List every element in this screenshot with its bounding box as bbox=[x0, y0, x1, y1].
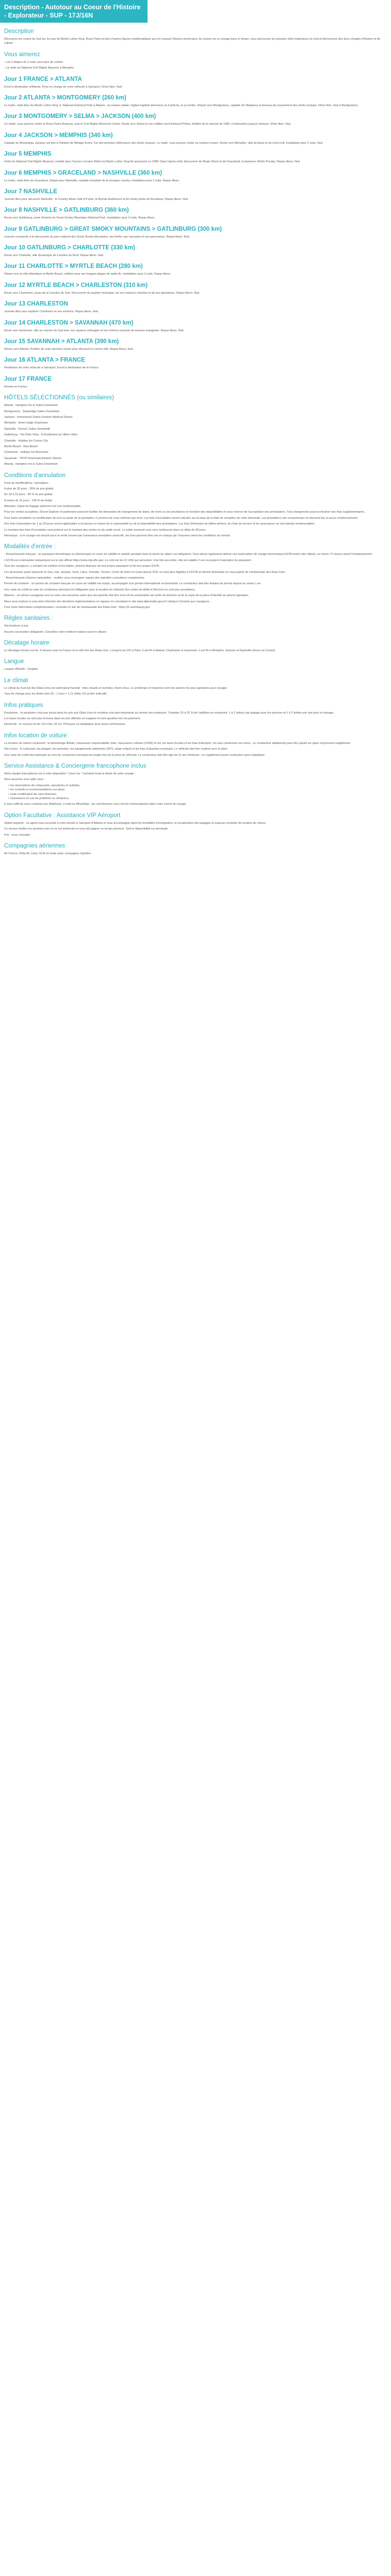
section-title: Service Assistance & Conciergerie francophone inclus bbox=[4, 763, 146, 769]
section-text: Nous pouvons vous aider pour : bbox=[4, 778, 45, 782]
section-text: Remarque : si le voyage est annulé pour un motif couvert par l'assurance annulation souscrite, les frais pourront être pris en charge par l'assureur selon les conditions du contrat. bbox=[4, 534, 231, 538]
day-title: Jour 3 MONTGOMERY > SELMA > JACKSON (400 km) bbox=[4, 113, 156, 120]
section-text: Montgomery : Staybridge Suites Downtown bbox=[4, 410, 60, 413]
section bbox=[4, 263, 387, 276]
section-text: Route vers Gatlinburg, porte d'entrée du Great Smoky Mountains National Park. Installation pour 2 nuits. Repas libres. bbox=[4, 216, 155, 220]
bullet-list bbox=[4, 784, 387, 801]
section-text: Mineurs : un mineur voyageant seul ou avec une personne autre que ses parents doit être muni d'une autorisation de sortie du territoire et de la copie de la pièce d'identité du parent signataire. bbox=[4, 594, 249, 598]
day-title: Jour 11 CHARLOTTE > MYRTLE BEACH (280 km) bbox=[4, 263, 143, 270]
day-title: Jour 12 MYRTLE BEACH > CHARLESTON (310 km) bbox=[4, 282, 148, 289]
section-text: Découvrez les routes du Sud sur les pas de Martin Luther King, Rosa Parks et bien d'autres figures emblématiques qui ont marqué l'histoire américaine. Au travers de ce voyage dans le temps, vous parcourrez les grandes villes historiques du Sud et découvrirez des lieux chargés d'histoire et de culture. bbox=[4, 38, 381, 45]
section-text: Nous vous invitons à vous tenir informés des dernières réglementations en vigueur en consultant le site www.diplomatie.gouv.fr rubrique Conseils aux voyageurs. bbox=[4, 600, 210, 603]
section-text: L'ESTA est à demander uniquement sur le site officiel https://esta.cbp.dhs.gov. Le coût est de 21 USD par personne. Une fois accordée, elle est valable 2 ans ou jusqu'à l'expiration du passeport. bbox=[4, 558, 252, 562]
itinerary-content bbox=[0, 28, 391, 856]
section-title: Infos location de voiture bbox=[4, 732, 67, 739]
section bbox=[4, 762, 387, 807]
section bbox=[4, 300, 387, 314]
day-title: Jour 13 CHARLESTON bbox=[4, 301, 68, 308]
section bbox=[4, 702, 387, 727]
section-text: Frais de modifications / annulation : bbox=[4, 481, 50, 485]
section bbox=[4, 732, 387, 757]
section-text: Ce service facilite vos premiers pas sur le sol américain et vous fait gagner un temps précieux. Tarif et disponibilité sur demande. bbox=[4, 827, 169, 831]
section bbox=[4, 658, 387, 671]
section-title: Vous aimerez bbox=[4, 51, 40, 58]
section bbox=[4, 113, 387, 126]
section-text: Non inclus : le carburant, les péages, les amendes, les équipements optionnels (GPS, siège enfant) et les frais d'abandon éventuels. Le véhicule doit être restitué avec le plein. bbox=[4, 748, 229, 751]
section-title: HÔTELS SÉLECTIONNÉS (ou similaires) bbox=[4, 395, 114, 401]
section-title: Règles sanitaires : bbox=[4, 615, 53, 622]
section-text: Le matin, visite libre de Graceland. Départ pour Nashville, capitale mondiale de la musique country. Installation pour 2 nuits. Repas libres. bbox=[4, 179, 180, 182]
section-text: Journée libre pour explorer Charleston et ses environs. Repas libres. Nuit. bbox=[4, 310, 99, 314]
section-text: Tous les voyageurs, y compris les enfants et les bébés, doivent disposer de leur propre passeport et de leur propre ESTA. bbox=[4, 565, 160, 568]
section bbox=[4, 76, 387, 89]
section bbox=[4, 188, 387, 201]
section-text: Myrtle Beach : Max Beach bbox=[4, 445, 38, 448]
section-text: Le climat du Sud-Est des États-Unis est subtropical humide : étés chauds et humides, hivers doux. Le printemps et l'automne sont les saisons les plus agréables pour voyager. bbox=[4, 686, 228, 690]
section-text: Prix : nous consulter. bbox=[4, 833, 31, 837]
section-text: - Ressortissants français : un passeport biométrique ou électronique en cours de validité et valable pendant toute la durée du séjour est obligatoire. Vous devez également obtenir une autorisation de voyage électronique ESTA avant votre départ, au moins 72 heures avant l'embarquement. bbox=[4, 553, 373, 556]
section-text: La location de voiture comprend : le kilométrage illimité, l'assurance responsabilité civile, l'assurance collision (CDW) et vol, les taxes locales et les frais d'aéroport. Un seul conducteur est inclus ; un conducteur additionnel peut être ajouté sur place moyennant supplément. bbox=[4, 741, 351, 745]
day-title: Jour 4 JACKSON > MEMPHIS (340 km) bbox=[4, 132, 113, 139]
section-text: Électricité : le courant est de 110 volts, 60 Hz. Prévoyez un adaptateur pour prises américaines. bbox=[4, 723, 126, 726]
section bbox=[4, 244, 387, 258]
section-text: Pour les ventes acceptées, l'Envol Explorer et partenaire pourront faciliter les demandes de changement de dates, de noms ou de prestations en fonction des disponibilités et sous réserve de l'acceptation des prestataires. Tout changement pourra entraîner des frais supplémentaires. bbox=[4, 511, 365, 514]
section-title: Description bbox=[4, 28, 34, 35]
section bbox=[4, 150, 387, 164]
section bbox=[4, 94, 387, 108]
section bbox=[4, 543, 387, 609]
section-text: De 30 à 15 jours : 85 % du prix global bbox=[4, 493, 53, 497]
section bbox=[4, 338, 387, 351]
section-text: Vaccinations à jour. bbox=[4, 624, 29, 628]
section-title: Le climat bbox=[4, 677, 28, 684]
day-title: Jour 10 GATLINBURG > CHARLOTTE (330 km) bbox=[4, 245, 135, 251]
section-text: Envol à destination d'Atlanta. Prise en charge de votre véhicule à l'aéroport. Dîner libre. Nuit. bbox=[4, 85, 123, 89]
day-title: Jour 7 NASHVILLE bbox=[4, 188, 57, 195]
day-title: Jour 15 SAVANNAH > ATLANTA (390 km) bbox=[4, 338, 119, 345]
section bbox=[4, 207, 387, 220]
section-text: Retour vers Atlanta. Profitez de votre dernière soirée pour découvrir le centre-ville. Repas libres. Nuit. bbox=[4, 348, 134, 351]
section-text: Air France, Delta Air Lines, KLM ou toute autre compagnie régulière. bbox=[4, 852, 92, 855]
section-text: Aucune vaccination obligatoire. Consultez votre médecin traitant avant le départ. bbox=[4, 630, 107, 634]
section bbox=[4, 132, 387, 145]
section-text: - Ressortissants d'autres nationalités : veuillez vous renseigner auprès des autorités consulaires compétentes. bbox=[4, 576, 145, 580]
section-text: Journée consacrée à la découverte du parc national des Great Smoky Mountains, ses forêts, ses cascades et ses panoramas. Repas libres. Nuit. bbox=[4, 235, 190, 239]
section-text: Nashville : Home2 Suites Vanderbilt bbox=[4, 427, 50, 431]
section-title: Conditions d'annulation bbox=[4, 472, 66, 479]
section-text: Pour toute information complémentaire, consultez le site de l'ambassade des États-Unis : https://fr.usembassy.gov. bbox=[4, 605, 151, 609]
section-text: Atlanta : Hampton Inn & Suites Downtown bbox=[4, 404, 58, 408]
section-title: Décalage horaire bbox=[4, 640, 50, 647]
section-text: Attention, l'ajout de bagage optionnel est non-remboursable. bbox=[4, 505, 82, 509]
section-title: Infos pratiques bbox=[4, 702, 43, 708]
section bbox=[4, 282, 387, 295]
section bbox=[4, 639, 387, 653]
section-text: Savannah : TRYP Downtown/Historic District bbox=[4, 456, 61, 460]
section-title: Compagnies aériennes bbox=[4, 842, 66, 849]
section-text: Memphis : Hotel Indigo Downtown bbox=[4, 421, 48, 425]
section-text: Notre équipe francophone est à votre disposition 7 jours sur 7 pendant toute la durée de votre voyage : bbox=[4, 772, 136, 775]
section-text: Des frais d'annulation de 1 au 20 jours seront applicables à la hausse en raison de la saisonnalité ou de la disponibilité des prestataires. Les frais d'émission de billets aériens, les frais de service et les assurances ne sont jamais remboursables. bbox=[4, 522, 315, 526]
section-text: - Les 3 étapes de 2 nuits, pour plus de confort bbox=[4, 60, 63, 64]
section-title: Langue bbox=[4, 658, 24, 665]
section bbox=[4, 226, 387, 239]
section-text: Une carte de crédit internationale au nom du conducteur principal est exigée lors de la prise du véhicule. Le conducteur doit être âgé de 21 ans minimum ; un supplément jeune conducteur peut s'appliquer. bbox=[4, 753, 266, 757]
day-title: Jour 8 NASHVILLE > GATLINBURG (360 km) bbox=[4, 207, 129, 214]
section-text: Le montant des frais d'annulation sera prélevé sur le montant des arrhes ou du solde versé. Le solde éventuel vous sera remboursé dans un délai de 30 jours. bbox=[4, 528, 206, 532]
section-text: - La visite du National Civil Rights Museum à Memphis bbox=[4, 66, 74, 70]
section bbox=[4, 394, 387, 466]
section-text: Charleston : Holiday Inn Riverview bbox=[4, 451, 48, 454]
section-text: Restitution de votre véhicule à l'aéroport. Envol à destination de la France. bbox=[4, 366, 100, 370]
day-title: Jour 17 FRANCE bbox=[4, 376, 52, 382]
section-text: Pour toute annulation ou modification de tout ou partie de la prestation, il convient de nous informer par écrit. Les frais d'annulation seront calculés sur la base de la date de réception de votre demande. Les prestations non consommées ne donnent lieu à aucun remboursement. bbox=[4, 516, 359, 520]
section-text: Taux de change pour les États-Unis (€) : 1 euro = 1,11 dollar US (à titre indicatif). bbox=[4, 692, 107, 696]
section-text: Jackson : Homewood Suites Fondren Medical District bbox=[4, 415, 73, 419]
page-title: Description - Autotour au Coeur de l'Histoire - Explorateur - SUP - 17J/16N bbox=[0, 0, 148, 23]
section bbox=[4, 812, 387, 837]
section-text: Le matin, visite libre du Martin Luther King Jr. National Historical Park à Atlanta : sa maison natale, l'église baptiste Ebenezer où il prêcha, et sa tombe. Départ vers Montgomery, capitale de l'Alabama et berceau du mouvement des droits civiques. Dîner libre. Nuit à Montgomery. bbox=[4, 104, 359, 107]
section-title: Option Facultative : Assistance VIP Aéroport bbox=[4, 812, 121, 819]
section bbox=[4, 842, 387, 856]
section-text: Il vous suffit de nous contacter par téléphone, e-mail ou WhatsApp ; les coordonnées vous seront communiquées dans votre carnet de voyage. bbox=[4, 803, 187, 806]
list-item: • les réservations de restaurants, spectacles et activités, bbox=[8, 784, 387, 788]
section bbox=[4, 51, 387, 71]
section-text: Les personnes ayant séjourné en Iran, Irak, Soudan, Syrie, Libye, Somalie, Yémen, Corée du Nord ou Cuba depuis 2011 ne sont plus éligibles à l'ESTA et doivent demander un visa auprès de l'ambassade des États-Unis. bbox=[4, 570, 286, 574]
section-text: Visite du National Civil Rights Museum, installé dans l'ancien Lorraine Motel où Martin Luther King fut assassiné en 1968. Dans l'après-midi, découverte de Beale Street et de Graceland, la demeure d'Elvis Presley. Repas libres. Nuit. bbox=[4, 160, 301, 164]
day-title: Jour 16 ATLANTA > FRANCE bbox=[4, 357, 85, 364]
list-item: • l'assistance en cas de problème ou d'imprévu. bbox=[8, 796, 387, 801]
section bbox=[4, 319, 387, 333]
section-text: Route vers Charlotte, ville dynamique de Caroline du Nord. Repas libres. Nuit. bbox=[4, 254, 104, 258]
day-title: Jour 14 CHARLESTON > SAVANNAH (470 km) bbox=[4, 319, 134, 326]
section-text: Le décalage horaire est de -6 heures entre la France et la côte Est des États-Unis. Lorsqu'il est 12h à Paris, il est 6h à Atlanta, Charleston et Savannah. Il est 5h à Memphis, Jackson et Nashville (heure du Centre). bbox=[4, 649, 276, 653]
section-text: A moins de 15 jours : 100 % du forfait bbox=[4, 499, 52, 502]
section-text: Départ vers la côte Atlantique et Myrtle Beach, célèbre pour ses longues plages de sable fin. Installation pour 2 nuits. Repas libres. bbox=[4, 273, 171, 276]
section-text: Pourboires : le pourboire n'est pas inclus dans les prix aux États-Unis et constitue une part importante du revenu des employés. Comptez 15 à 20 % de l'addition au restaurant, 1 à 2 dollars par bagage pour les porteurs et 1 à 2 dollars par nuit pour le ménage. bbox=[4, 711, 334, 715]
day-title: Jour 2 ATLANTA > MONTGOMERY (260 km) bbox=[4, 94, 126, 101]
section-title: Modalités d'entrée : bbox=[4, 544, 56, 550]
section-text: Atlanta : Hampton Inn & Suites Downtown bbox=[4, 463, 58, 466]
section-text: Une carte de crédit au nom du conducteur principal est obligatoire pour la location du véhicule (les cartes de débit et Electron ne sont pas acceptées). bbox=[4, 588, 196, 591]
section-text: Gatlinburg : The Park Vista - A Doubletree by Hilton Hotel bbox=[4, 433, 77, 437]
section-text: Permis de conduire : un permis de conduire français en cours de validité est requis, accompagné d'un permis international recommandé. Le conducteur doit être titulaire du permis depuis au moins 1 an. bbox=[4, 582, 262, 586]
section bbox=[4, 677, 387, 697]
section-text: Journée libre pour découvrir Nashville : le Country Music Hall of Fame, le Ryman Auditorium et les honky-tonks de Broadway. Repas libres. Nuit. bbox=[4, 197, 189, 201]
section-text: Charlotte : Holiday Inn Center City bbox=[4, 439, 48, 443]
section bbox=[4, 170, 387, 183]
day-title: Jour 5 MEMPHIS bbox=[4, 151, 52, 158]
section-text: Les taxes locales ne sont pas incluses dans les prix affichés en magasin et sont ajoutées lors du paiement. bbox=[4, 717, 141, 721]
section-text: Option payante : un agent vous accueille à votre arrivée à l'aéroport d'Atlanta et vous accompagne dans les formalités d'immigration, la récupération des bagages et jusqu'au comptoir de location de voiture. bbox=[4, 821, 267, 825]
section-text: Ce matin, vous pourrez visiter le Rosa Parks Museum, puis le Civil Rights Memorial Center. Route vers Selma et son célèbre pont Edmund Pettus, théâtre de la marche de 1965. Continuation jusqu'à Jackson. Dîner libre. Nuit. bbox=[4, 123, 291, 126]
day-title: Jour 6 MEMPHIS > GRACELAND > NASHVILLE (360 km) bbox=[4, 170, 162, 176]
list-item: • les conseils et recommandations sur place, bbox=[8, 788, 387, 792]
section-text: Route vers Savannah, ville au charme du Sud avec ses squares ombragés et ses chênes couverts de mousse espagnole. Repas libres. Nuit. bbox=[4, 329, 185, 332]
section bbox=[4, 472, 387, 538]
section-text: Route vers Charleston, joyau de la Caroline du Sud. Découverte du quartier historique, de ses maisons colorées et de ses plantations. Repas libres. Nuit. bbox=[4, 291, 200, 295]
section bbox=[4, 357, 387, 370]
day-title: Jour 9 GATLINBURG > GREAT SMOKY MOUNTAINS > GATLINBURG (300 km) bbox=[4, 226, 222, 232]
list-item: • toute modification de votre itinéraire, bbox=[8, 792, 387, 796]
section bbox=[4, 615, 387, 634]
section-text: Langue officielle : l'anglais. bbox=[4, 668, 39, 671]
section-text: Capitale du Mississippi, Jackson est liée à l'histoire de Medgar Evers, l'un des premiers défenseurs des droits civiques. Le matin, vous pourrez visiter sa maison-musée. Route vers Memphis, ville du blues et du rock'n'roll. Installation pour 2 nuits. Nuit. bbox=[4, 141, 323, 145]
section-text: A plus de 30 jours : 35% du prix global bbox=[4, 487, 54, 490]
section bbox=[4, 376, 387, 389]
day-title: Jour 1 FRANCE > ATLANTA bbox=[4, 76, 82, 82]
section-text: Arrivée en France. bbox=[4, 385, 28, 388]
section bbox=[4, 28, 387, 46]
